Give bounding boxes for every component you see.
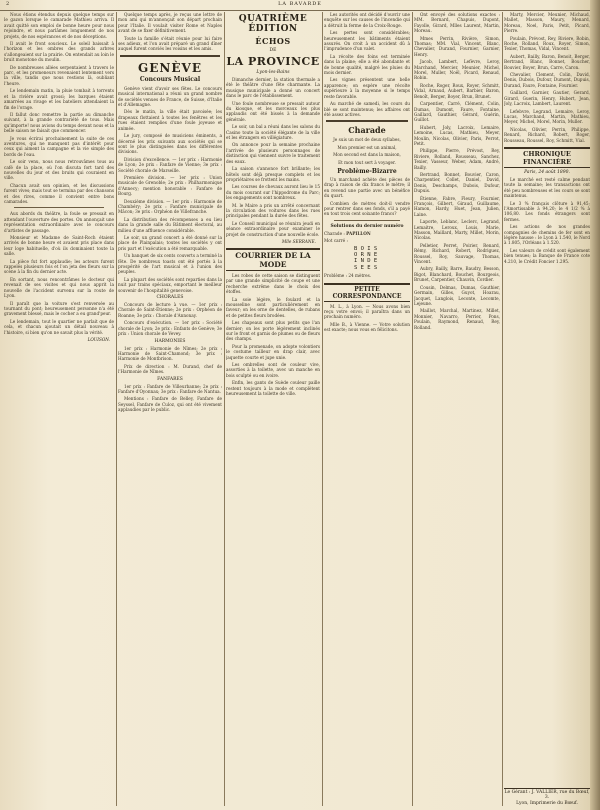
grid-row: S E E S <box>354 264 378 271</box>
paragraph: On annonce pour la semaine prochaine l'arrivée de plusieurs personnages de distinction qui viennent suivre le traitement des eaux. <box>226 142 320 164</box>
column-5 <box>414 12 500 806</box>
paragraph: La distribution des récompenses a eu lieu dans la grande salle du Bâtiment électoral, au milieu d'une affluence considérable. <box>118 216 222 233</box>
column-rule <box>116 12 117 806</box>
paragraph: Nicolas, Olivier, Perrin, Philippe, Renard, Richard, Robert, Roger, Rousseau, Roussel, Roy, Schmitt, Vial. <box>504 126 590 143</box>
paragraph: Genève vient d'avoir ses fêtes. Le concours musical international a réuni un grand nombre de sociétés venues de France, de Suisse, d'Italie et d'Allemagne. <box>118 85 222 108</box>
paragraph: La saison s'annonce fort brillante; les hôtels sont déjà presque complets et les propriétaires se frottent les mains. <box>226 166 320 182</box>
section-title-petite-correspondance: PETITE CORRESPONDANCE <box>324 283 410 302</box>
column-rule <box>412 12 413 806</box>
column-rule <box>322 12 323 806</box>
paragraph: Les pertes sont considérables; heureusement les bâtiments étaient assurés. On croit à un accident dû à l'imprudence d'un valet. <box>324 30 410 52</box>
paragraph: Il fallut donc remettre la partie au dimanche suivant, à la grande contrariété de tous. Mais qu'importe! nous avions du temps devant nous et la belle saison ne faisait que commencer. <box>4 111 114 134</box>
paragraph: Le marché est resté calme pendant toute la semaine; les transactions ont été peu nombreuses et les cours se sont maintenus. <box>504 176 590 199</box>
paragraph: Hubert, Joly, Lacroix, Lemaire, Lemoine, Lucas, Mathieu, Meyer, Moulin, Nicolas, Olivier, Paris, Perrot, Petit. <box>414 124 500 146</box>
section-subtitle: Concours Musical <box>139 75 201 83</box>
charade-line: Je suis un mot de deux syllabes, <box>333 137 401 143</box>
section-title-probleme: Problème-Bizarre <box>337 167 397 175</box>
paragraph: Le lendemain, tout le quartier ne parlait que de cela, et chacun ajoutait un détail nouveau à l'histoire, si bien qu'on ne savait plus la vérité. <box>4 318 114 335</box>
paragraph: La soie légère, le foulard et la mousseline sont particulièrement en faveur; on les orne de dentelles, de rubans et de petites fleurs brodées. <box>226 296 320 318</box>
paragraph: Nous étions étendus depuis quelque temps sur le gazon lorsque le camarade Mathieu arriva. Il avait quitté son emploi de bonne heure pour nous rejoindre, et nous parlâmes longuement de nos projets, de nos espérances et de nos déceptions. <box>4 12 114 39</box>
footer-gerant: Le Gérant : J. VALLIER, rue du Bœuf, 3. <box>504 790 590 800</box>
paragraph: Un marchand achète des pièces de drap à raison de dix francs le mètre; il en revend une partie avec un bénéfice du quart. <box>324 176 410 199</box>
separator <box>14 207 104 208</box>
solution-charade-label: Charade : <box>324 230 345 236</box>
charade-line: Et mon tout sert à voyager. <box>338 159 396 165</box>
paragraph: Aubert, Bailly, Baron, Benoit, Berger, Bertrand, Blanc, Bonnet, Boucher, Bouvier, Boyer, Brun, Carre, Caron. <box>504 53 590 70</box>
paragraph: Dès le matin, la ville était pavoisée; les drapeaux flottaient à toutes les fenêtres et les rues étaient remplies d'une foule joyeuse et animée. <box>118 109 222 131</box>
separator <box>326 120 408 122</box>
paragraph: Le Conseil municipal se réunira jeudi en séance extraordinaire pour examiner le projet de construction d'une nouvelle école. <box>226 220 320 237</box>
paragraph: M. L., à Lyon. — Nous avons bien reçu votre envoi; il paraîtra dans un prochain numéro. <box>324 303 410 320</box>
paragraph: Le soir, un bal a réuni dans les salons du Casino toute la société élégante de la ville et les étrangers en villégiature. <box>226 124 320 141</box>
word-square-grid <box>354 246 410 272</box>
paragraph: Une foule nombreuse se pressait autour du kiosque, et les morceaux les plus applaudis ont été bissés à la demande générale. <box>226 100 320 122</box>
paragraph: Cousin, Delmas, Dumas, Gauthier, Germain, Gilles, Guyot, Hoarau, Jacquet, Langlois, Leconte, Lecomte, Lejeune. <box>414 284 500 306</box>
paragraph: Je vous écrirai prochainement la suite de ces aventures, qui ne manquent pas d'intérêt pour ceux qui aiment la campagne et la vie simple des bords de l'eau. <box>4 135 114 157</box>
dateline: Paris, 24 août 1890. <box>524 169 570 175</box>
page-edge <box>590 0 600 810</box>
paragraph: Les courses de chevaux auront lieu le 15 du mois courant sur l'hippodrome du Parc; les engagements sont nombreux. <box>226 184 320 201</box>
paragraph: Le soir venu, nous nous retrouvâmes tous au café de la place, où l'on discuta fort tard des nouvelles du jour et des bruits qui couraient en ville. <box>4 159 114 181</box>
paragraph: Il paraît que la voiture s'est renversée au tournant du pont; heureusement personne n'a été gravement blessé, mais le cocher a eu grand'peur. <box>4 300 114 317</box>
paragraph: Pour la promenade, on adopte volontiers le costume tailleur en drap clair, avec jaquette courte et jupe unie. <box>226 343 320 360</box>
section-title-province: LA PROVINCE <box>226 55 320 68</box>
paragraph: Combien de mètres doit-il vendre pour rentrer dans ses fonds, s'il a payé en tout trois cent soixante francs? <box>324 200 410 217</box>
paragraph: La pièce fut fort applaudie; les acteurs furent rappelés plusieurs fois et l'on jeta des fleurs sur la scène à la fin du dernier acte. <box>4 258 114 275</box>
paragraph: Poulain, Prévost, Rey, Riviere, Robin, Roche, Rolland, Roux, Royer, Simon, Texier, Thomas, Vidal, Vincent. <box>504 35 590 52</box>
paragraph: Au marché de samedi, les cours du blé se sont maintenus; les affaires ont été assez actives. <box>324 101 410 117</box>
paragraph: La récolte des foins est terminée dans la plaine; elle a été abondante et de bonne qualité, malgré les pluies du mois dernier. <box>324 53 410 76</box>
paragraph: 1er prix : Fanfare de Villeurbanne; 2e prix : Fanfare d'Oyonnax; 3e prix : Fanfare de Nantua. <box>118 383 222 394</box>
paragraph: Mlle B., à Vienne. — Votre solution est exacte; nous vous en félicitons. <box>324 321 410 333</box>
footer <box>504 788 590 806</box>
paragraph: Division d'excellence. — 1er prix : Harmonie de Lyon; 2e prix : Fanfare de Vienne; 3e prix : Société chorale de Marseille. <box>118 156 222 173</box>
paragraph: Les vignes présentent une belle apparence; on espère une récolte supérieure à la moyenne si le temps reste favorable. <box>324 77 410 99</box>
edition-label: QUATRIÈME ÉDITION <box>238 14 308 34</box>
paragraph: Philippe, Pierre, Prévost, Rey, Riviere, Rolland, Rousseau, Sanchez, Texier, Vasseur, Weber, Adam, André, Bailly. <box>414 148 500 170</box>
paragraph: Jacob, Lambert, Lefèvre, Leroy, Marchand, Mercier, Meunier, Michel, Morel, Muller, Noël, Picard, Renaud, Robin. <box>414 59 500 81</box>
paragraph: Ont envoyé des solutions exactes : MM. Bernard, Chapuis, Dupont, Fayolle, Girard, Mlles Laurent, Martin, Moreau. <box>414 12 500 34</box>
paragraph: Maillot, Marchal, Martinez, Millet, Monnier, Navarro, Perrier, Pons, Poulain, Raymond, Renaud, Rey, Rolland. <box>414 308 500 330</box>
paragraph: Les autorités ont décidé d'ouvrir une enquête sur les causes de l'incendie qui a détruit la ferme de la Croix-Rouge. <box>324 12 410 28</box>
paragraph: Concours d'exécution. — 1er prix : Société chorale de Lyon; 2e prix : Enfants de Genève; 3e prix : Union chorale de Vevey. <box>118 320 222 337</box>
paragraph: Quelque temps après, je reçus une lettre de mon ami qui m'annonçait son départ prochain pour l'Italie. Il voulait visiter Rome et Naples avant de se fixer définitivement. <box>118 12 222 34</box>
paragraph: Dimanche dernier, la station thermale a été le théâtre d'une fête charmante. La musique municipale a donné un concert dans le parc de l'établissement. <box>226 77 320 99</box>
solution-probleme: Problème : 24 mètres. <box>324 273 372 279</box>
grid-row: O R N E <box>354 252 378 258</box>
charade-line: Mon second est dans la maison, <box>333 152 401 158</box>
paragraph: Aubry, Bailly, Barre, Baudry, Besson, Bigot, Blanchard, Bouchet, Bourgeois, Brunet, Carpentier, Chauvin, Cordier. <box>414 266 500 283</box>
paragraph: De nombreuses allées serpentaient à travers le parc, et les promeneurs revenaient lentement vers la ville, tandis que nous restions là, oubliant l'heure. <box>4 64 114 86</box>
masthead <box>0 0 600 11</box>
paragraph: Lefebvre, Legrand, Lemaire, Leroy, Lucas, Marchand, Martin, Mathieu, Meyer, Michel, Morel, Morin, Muller. <box>504 108 590 125</box>
signature: LOUISON. <box>87 336 110 342</box>
paragraph: Les chapeaux sont plus petits que l'an dernier; on les porte légèrement inclinés sur le front et garnis de plumes ou de fleurs des champs. <box>226 320 320 342</box>
section-title-echos: ÉCHOS <box>255 36 291 46</box>
paragraph: Le 3 % français clôture à 91,45; l'Amortissable à 94,20; le 4 1/2 % à 106,80. Les fonds étrangers sont fermes. <box>504 200 590 222</box>
newspaper-title: LA BAVARDE <box>278 1 322 7</box>
section-title-geneve: GENÈVE <box>138 60 202 75</box>
section-title-chronique-financiere: CHRONIQUE FINANCIÈRE <box>504 147 590 168</box>
dateline: Lyon-les-Bains <box>256 70 290 75</box>
section-title-solutions: Solutions du dernier numéro <box>330 223 404 229</box>
column-2 <box>118 12 222 806</box>
separator <box>334 220 400 221</box>
paragraph: Mmes Perrin, Rivière, Simon, Thomas; MM. Vial, Vincent, Blanc, Chevalier, Durand, Fournier, Garnier, Henry. <box>414 35 500 57</box>
paragraph: Concours de lecture à vue. — 1er prix : Chorale de Saint-Étienne; 2e prix : Orphéon de Roanne; 3e prix : Chorale d'Annonay. <box>118 302 222 318</box>
column-3 <box>226 12 320 806</box>
grid-row: I N D E <box>354 258 378 265</box>
paragraph: Toute la famille s'était réunie pour lui faire ses adieux, et l'on avait préparé un grand dîner auquel furent conviés les voisins et les amis. <box>118 35 222 52</box>
paragraph: Monsieur et Madame de Saint-Roch étaient arrivés de bonne heure et avaient pris place dans leur loge habituelle, d'où ils dominaient toute la salle. <box>4 235 114 257</box>
paragraph: Enfin, les gants de Suède couleur paille restent toujours à la mode et complètent heureusement la toilette de ville. <box>226 380 320 397</box>
column-rule <box>224 12 225 806</box>
solution-charade-answer: PAPILLON <box>346 230 371 236</box>
paragraph: Gaillard, Garnier, Gautier, Gerard, Girard, Guerin, Henry, Hubert, Jean, Joly, Lacroix, Lambert, Laurent. <box>504 90 590 107</box>
paragraph: M. le Maire a pris un arrêté concernant la circulation des voitures dans les rues principales pendant la durée des fêtes. <box>226 202 320 219</box>
paragraph: Les robes de cette saison se distinguent par une grande simplicité de coupe et une recherche extrême dans le choix des étoffes. <box>226 272 320 295</box>
paragraph: Carpentier, Carré, Clément, Colin, Dumas, Dumont, Faure, Fontaine, Gaillard, Gauthier, Gérard, Guérin, Guillot. <box>414 101 500 123</box>
paragraph: Roche, Roger, Roux, Royer, Schmitt, Vidal, Arnaud, Aubert, Barbier, Baron, Benoît, Berger, Boyer, Brun, Brunet. <box>414 82 500 99</box>
section-title-de: DE <box>269 48 277 53</box>
paragraph: Les valeurs de crédit sont également bien tenues; la Banque de France cote 4.210, le Crédit Foncier 1.295. <box>504 247 590 264</box>
paragraph: Marty, Mercier, Meunier, Michaud, Mallet, Masson, Maury, Menard, Moreau, Noel, Paris, Petit, Picard, Pierre. <box>504 12 590 34</box>
solution-charade <box>324 231 410 236</box>
paragraph: Pelletier, Perret, Poirier, Renard, Rémy, Richard, Robert, Rodriguez, Roussel, Roy, Sauvage, Thomas, Vincent. <box>414 242 500 265</box>
separator <box>120 55 220 57</box>
paragraph: Le jury, composé de musiciens éminents, a décerné les prix suivants aux sociétés qui se sont le plus distinguées dans les différentes divisions. <box>118 133 222 155</box>
section-title-charade: Charade <box>348 125 386 136</box>
signature: Mlle SERRANE. <box>281 238 316 244</box>
solution-mots-carres-label: Mot carré : <box>324 238 348 244</box>
paragraph: Étienne, Fabre, Fleury, Fournier, François, Gilbert, Giraud, Guillaume, Hamon, Hardy, Huet, Jean, Julien, Laine. <box>414 195 500 217</box>
grid-row: B O I S <box>354 245 378 252</box>
footer-imprimerie: Lyon, Imprimerie du Bœuf. <box>516 801 578 806</box>
column-1 <box>4 12 114 806</box>
paragraph: La plupart des sociétés sont reparties dans la nuit par trains spéciaux, emportant le meilleur souvenir de l'hospitalité genevoise. <box>118 276 222 293</box>
section-title-courrier-mode: COURRIER DE LA MODE <box>226 248 320 271</box>
paragraph: Chacun avait son opinion, et les discussions furent vives; mais tout se termina par des chansons et des rires, comme il convient entre bons camarades. <box>4 182 114 204</box>
paragraph: Un banquet de six cents couverts a terminé la fête. De nombreux toasts ont été portés à la prospérité de l'art musical et à l'union des peuples. <box>118 253 222 275</box>
column-4 <box>324 12 410 806</box>
paragraph: Mentions : Fanfare de Belley, Fanfare de Seyssel, Fanfare de Culoz, qui ont été vivement applaudies par le public. <box>118 396 222 413</box>
column-6 <box>504 12 590 806</box>
paragraph: Prix de direction : M. Durand, chef de l'Harmonie de Nîmes. <box>118 363 222 375</box>
paragraph: Première division. — 1er prix : Union musicale de Grenoble; 2e prix : Philharmonique d'Annecy; mention honorable : Fanfare de Bourg. <box>118 174 222 197</box>
charade-line: Mon premier est un animal, <box>337 144 397 150</box>
column-rule <box>502 12 503 806</box>
page-number: 2 <box>6 1 10 7</box>
paragraph: Deuxième division. — 1er prix : Harmonie de Chambéry; 2e prix : Fanfare municipale de Mâcon; 3e prix : Orphéon de Villefranche. <box>118 198 222 215</box>
paragraph: Il avait le front soucieux. Le soleil baissait à l'horizon et les ombres des grands arbres s'allongeaient sur la prairie. On entendait au loin le bruit monotone du moulin. <box>4 41 114 63</box>
paragraph: Bertrand, Bonnet, Bouvier, Caron, Charpentier, Collet, Daniel, David, Denis, Deschamps, Dubois, Dufour, Dupuis. <box>414 171 500 194</box>
paragraph: Les actions de nos grandes compagnies de chemins de fer sont en légère hausse : le Lyon à 1.540, le Nord à 1.805, l'Orléans à 1.520. <box>504 224 590 246</box>
paragraph: Laporte, Leblanc, Leclerc, Legrand, Lemaitre, Leroux, Louis, Marie, Masson, Maillard, Marty, Millet, Morin, Nicolas. <box>414 219 500 241</box>
subheading: HARMONIES <box>154 338 186 344</box>
paragraph: En sortant, nous rencontrâmes le docteur qui revenait de ses visites et qui nous apprit la nouvelle de l'accident survenu sur la route de Lyon. <box>4 276 114 299</box>
subheading: FANFARES <box>157 376 183 382</box>
paragraph: Aux abords du théâtre, la foule se pressait en attendant l'ouverture des portes. On annonçait une représentation extraordinaire avec le concours d'artistes de passage. <box>4 211 114 233</box>
paragraph: Chevalier, Clement, Colin, David, Denis, Dubois, Dufour, Dumont, Dupuis, Durand, Faure, Fontaine, Fournier. <box>504 72 590 88</box>
paragraph: Le soir, un grand concert a été donné sur la place de Plainpalais; toutes les sociétés y ont pris part et l'exécution a été remarquable. <box>118 235 222 251</box>
paragraph: 1er prix : Harmonie de Nîmes; 2e prix : Harmonie de Saint-Chamond; 3e prix : Harmonie de Montbrison. <box>118 345 222 362</box>
subheading: CHORALES <box>156 295 184 301</box>
paragraph: Les ombrelles sont de couleur vive, assorties à la toilette, avec un manche en bois sculpté ou en ivoire. <box>226 362 320 378</box>
paragraph: Le lendemain matin, la pluie tombait à torrents et la rivière avait grossi; les barques étaient amarrées au rivage et les bateliers attendaient la fin de l'orage. <box>4 88 114 110</box>
